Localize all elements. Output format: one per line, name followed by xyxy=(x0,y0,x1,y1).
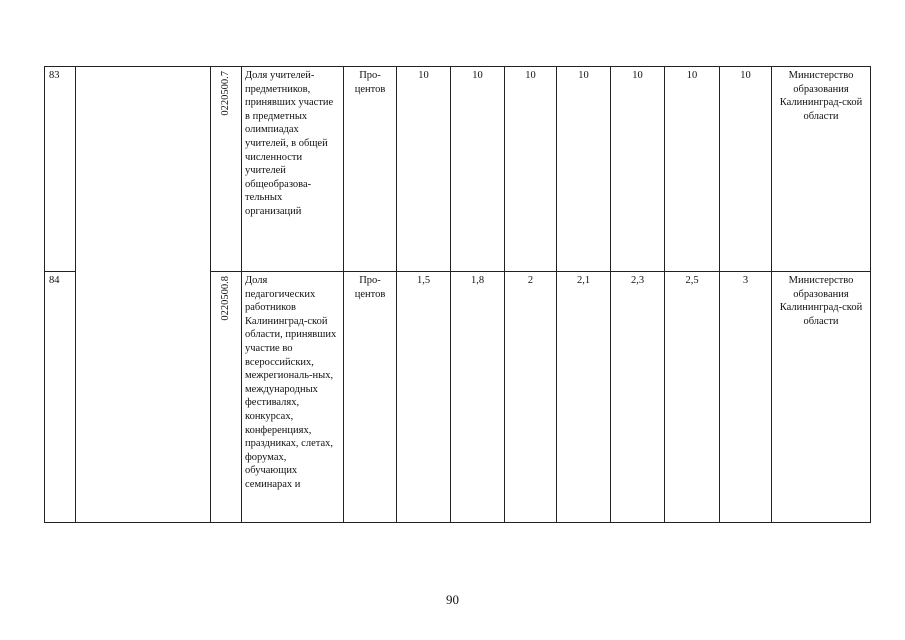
value-cell: 10 xyxy=(720,67,772,272)
unit-text: Про-центов xyxy=(344,272,397,523)
indicator-text: Доля педагогических работников Калининград-ской области, принявших участие во всероссийских, межрегиональ-ных, международных фестивалях, конкурсах, конференциях, праздниках, слетах, форумах, обучающих семинарах и xyxy=(242,272,344,523)
value-cell: 2,3 xyxy=(611,272,665,523)
value-cell: 2 xyxy=(505,272,557,523)
value-cell: 1,8 xyxy=(451,272,505,523)
responsible-text: Министерство образования Калининград-ской области xyxy=(772,272,871,523)
indicator-text: Доля учителей-предметников, принявших участие в предметных олимпиадах учителей, в общей численности учителей общеобразова-тельных организаций xyxy=(242,67,344,272)
unit-text: Про-центов xyxy=(344,67,397,272)
indicator-code: 0220500.7 xyxy=(220,71,231,116)
table-row xyxy=(45,67,871,272)
value-cell: 10 xyxy=(451,67,505,272)
responsible-text: Министерство образования Калининград-ской области xyxy=(772,67,871,272)
value-cell: 10 xyxy=(611,67,665,272)
value-cell: 10 xyxy=(397,67,451,272)
page-number: 90 xyxy=(446,592,459,607)
empty-cell xyxy=(76,67,211,523)
value-cell: 2,5 xyxy=(665,272,720,523)
indicators-table xyxy=(44,66,871,523)
row-number: 83 xyxy=(45,67,76,272)
value-cell: 2,1 xyxy=(557,272,611,523)
value-cell: 3 xyxy=(720,272,772,523)
indicator-code: 0220500.8 xyxy=(220,276,231,321)
code-cell xyxy=(211,67,242,272)
code-cell xyxy=(211,272,242,523)
value-cell: 10 xyxy=(557,67,611,272)
value-cell: 10 xyxy=(505,67,557,272)
value-cell: 1,5 xyxy=(397,272,451,523)
value-cell: 10 xyxy=(665,67,720,272)
row-number: 84 xyxy=(45,272,76,523)
